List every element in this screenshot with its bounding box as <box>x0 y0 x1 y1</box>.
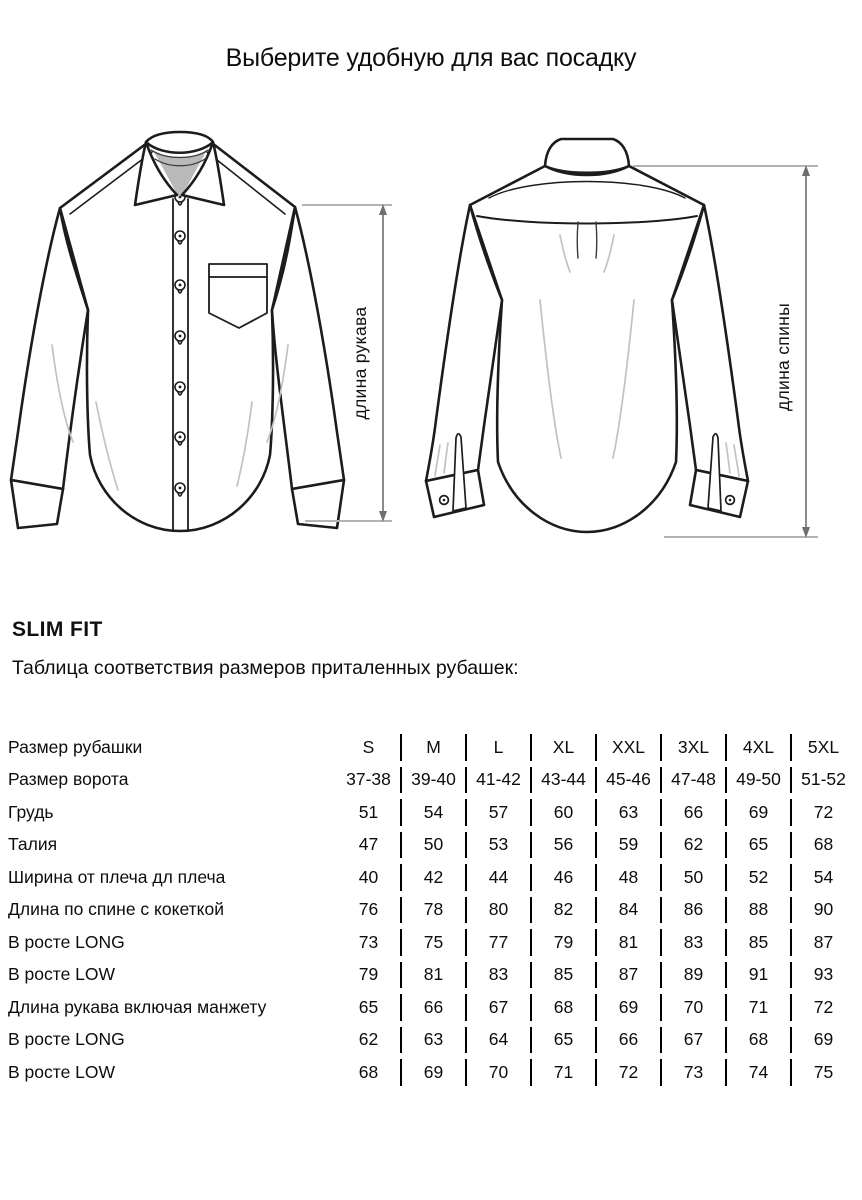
size-cell: 69 <box>596 991 661 1024</box>
size-table-row <box>8 894 856 927</box>
size-cell: 59 <box>596 829 661 862</box>
size-cell: 65 <box>358 996 379 1017</box>
size-cell: 5XL <box>791 731 856 764</box>
size-cell: XXL <box>596 731 661 764</box>
size-cell: 39-40 <box>401 764 466 797</box>
size-cell: 72 <box>596 1056 661 1089</box>
size-cell: 66 <box>401 991 466 1024</box>
size-cell: 66 <box>661 796 726 829</box>
size-cell: XL <box>531 731 596 764</box>
size-cell: 67 <box>466 991 531 1024</box>
size-cell: L <box>466 731 531 764</box>
size-cell: 72 <box>791 991 856 1024</box>
sleeve-length-label: длина рукава <box>350 306 370 420</box>
size-table <box>8 731 856 1089</box>
size-cell: 81 <box>596 926 661 959</box>
size-table-row <box>8 959 856 992</box>
size-cell: 75 <box>401 926 466 959</box>
size-cell: 63 <box>596 796 661 829</box>
size-cell: 85 <box>531 959 596 992</box>
row-label: Размер ворота <box>8 769 129 790</box>
size-table-row <box>8 796 856 829</box>
size-cell: 62 <box>358 1029 379 1050</box>
size-cell: 72 <box>791 796 856 829</box>
size-cell: 93 <box>791 959 856 992</box>
size-cell: 78 <box>401 894 466 927</box>
size-cell: 76 <box>358 899 379 920</box>
size-cell: 54 <box>401 796 466 829</box>
size-cell: 51 <box>358 801 379 822</box>
size-table-row <box>8 1024 856 1057</box>
size-cell: 90 <box>791 894 856 927</box>
size-cell: 56 <box>531 829 596 862</box>
collar-top-edge <box>146 132 213 142</box>
size-cell: 47-48 <box>661 764 726 797</box>
row-label: В росте LOW <box>8 964 116 985</box>
size-cell: 44 <box>466 861 531 894</box>
back-collar-band <box>545 139 629 173</box>
size-cell: 47 <box>358 834 379 855</box>
size-cell: 42 <box>401 861 466 894</box>
size-cell: 84 <box>596 894 661 927</box>
size-cell: 52 <box>726 861 791 894</box>
size-table-caption: Таблица соответствия размеров приталенных рубашек: <box>12 657 519 679</box>
size-cell: 50 <box>401 829 466 862</box>
size-cell: S <box>362 736 375 757</box>
size-table-row <box>8 731 856 764</box>
size-cell: 70 <box>661 991 726 1024</box>
row-label: Талия <box>8 834 58 855</box>
size-cell: 73 <box>358 931 379 952</box>
size-cell: 63 <box>401 1024 466 1057</box>
row-label: В росте LONG <box>8 1029 125 1050</box>
size-cell: 48 <box>596 861 661 894</box>
size-table-row <box>8 829 856 862</box>
row-label: Размер рубашки <box>8 736 143 757</box>
size-cell: 67 <box>661 1024 726 1057</box>
size-cell: 75 <box>791 1056 856 1089</box>
size-cell: 87 <box>596 959 661 992</box>
size-cell: 51-52 <box>791 764 856 797</box>
size-cell: 69 <box>726 796 791 829</box>
size-cell: 60 <box>531 796 596 829</box>
size-cell: 4XL <box>726 731 791 764</box>
size-cell: 54 <box>791 861 856 894</box>
size-cell: 65 <box>726 829 791 862</box>
size-cell: 62 <box>661 829 726 862</box>
size-cell: 80 <box>466 894 531 927</box>
size-cell: 79 <box>358 964 379 985</box>
back-length-label: длина спины <box>773 302 793 412</box>
size-cell: 91 <box>726 959 791 992</box>
size-cell: 50 <box>661 861 726 894</box>
size-table-row <box>8 764 856 797</box>
size-cell: 79 <box>531 926 596 959</box>
size-cell: 68 <box>791 829 856 862</box>
shirt-front-left-cuff <box>11 480 63 528</box>
row-label: Грудь <box>8 801 54 822</box>
row-label: В росте LOW <box>8 1061 116 1082</box>
size-cell: 88 <box>726 894 791 927</box>
size-cell: 81 <box>401 959 466 992</box>
size-cell: 68 <box>531 991 596 1024</box>
size-cell: 65 <box>531 1024 596 1057</box>
shirt-back-drawing <box>426 139 748 532</box>
size-cell: 3XL <box>661 731 726 764</box>
size-table-row <box>8 991 856 1024</box>
size-cell: 57 <box>466 796 531 829</box>
fit-name-heading: SLIM FIT <box>12 618 103 641</box>
shirt-front-drawing <box>11 132 344 531</box>
row-label: Длина по спине с кокеткой <box>8 899 225 920</box>
size-cell: 68 <box>726 1024 791 1057</box>
size-cell: 83 <box>661 926 726 959</box>
size-cell: 46 <box>531 861 596 894</box>
size-cell: 40 <box>358 866 379 887</box>
size-cell: M <box>401 731 466 764</box>
size-cell: 85 <box>726 926 791 959</box>
row-label: В росте LONG <box>8 931 125 952</box>
size-cell: 83 <box>466 959 531 992</box>
size-cell: 71 <box>531 1056 596 1089</box>
size-table-row <box>8 861 856 894</box>
size-cell: 77 <box>466 926 531 959</box>
size-cell: 73 <box>661 1056 726 1089</box>
size-cell: 74 <box>726 1056 791 1089</box>
size-cell: 71 <box>726 991 791 1024</box>
size-cell: 69 <box>401 1056 466 1089</box>
size-cell: 43-44 <box>531 764 596 797</box>
size-cell: 66 <box>596 1024 661 1057</box>
size-cell: 37-38 <box>346 769 391 790</box>
page-title: Выберите удобную для вас посадку <box>225 44 637 72</box>
size-cell: 68 <box>358 1061 379 1082</box>
size-cell: 87 <box>791 926 856 959</box>
size-cell: 86 <box>661 894 726 927</box>
size-cell: 53 <box>466 829 531 862</box>
size-table-body <box>8 731 856 1089</box>
size-table-row <box>8 1056 856 1089</box>
size-cell: 45-46 <box>596 764 661 797</box>
size-cell: 64 <box>466 1024 531 1057</box>
size-cell: 70 <box>466 1056 531 1089</box>
size-table-row <box>8 926 856 959</box>
size-cell: 89 <box>661 959 726 992</box>
row-label: Длина рукава включая манжету <box>8 996 267 1017</box>
size-cell: 41-42 <box>466 764 531 797</box>
size-cell: 82 <box>531 894 596 927</box>
row-label: Ширина от плеча дл плеча <box>8 866 226 887</box>
size-cell: 49-50 <box>726 764 791 797</box>
size-cell: 69 <box>791 1024 856 1057</box>
